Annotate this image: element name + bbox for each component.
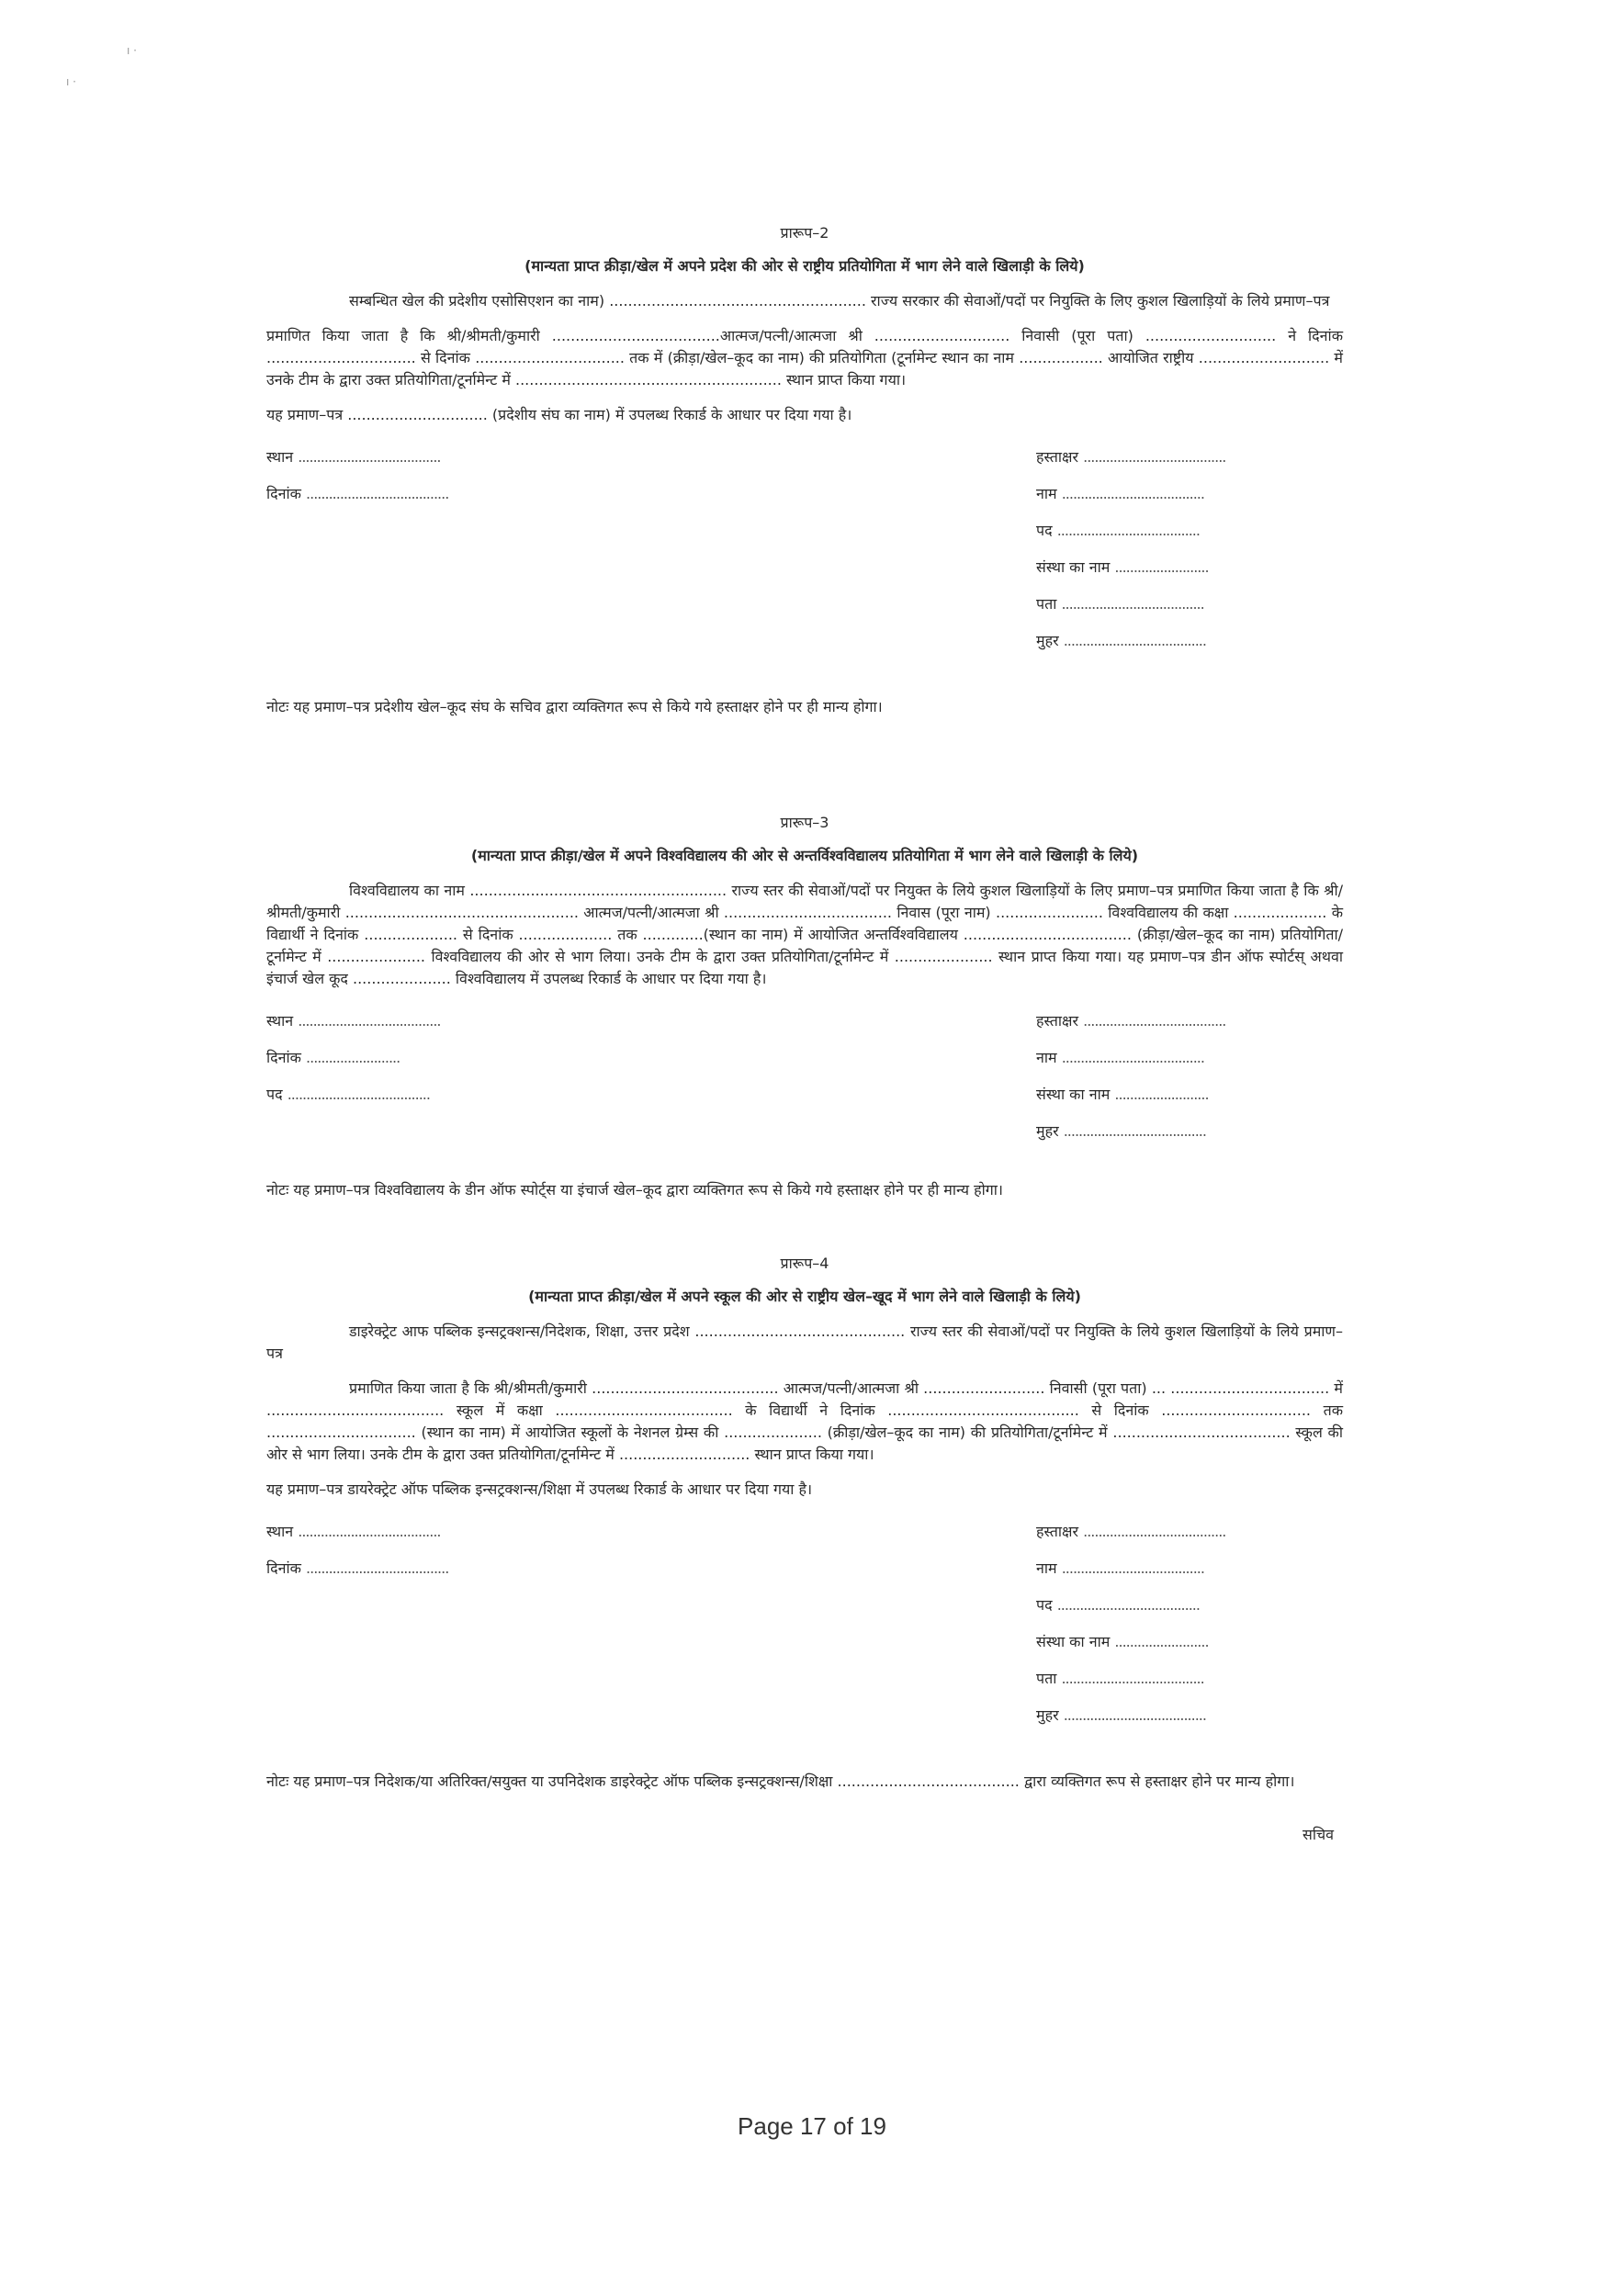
form-intro: डाइरेक्ट्रेट आफ पब्लिक इन्सट्रक्शन्स/निदेशक, शिक्षा, उत्तर प्रदेश ............................................. राज्य स्तर की सेवाओं/पदों पर नियुक्ति के लिये कुशल खिलाड़ियों के लिये प्रमाण–पत्र: [266, 1322, 1343, 1362]
form-number: प्रारूप–3: [780, 814, 829, 831]
form-source-text: यह प्रमाण–पत्र डायरेक्ट्रेट ऑफ पब्लिक इन्सट्रक्शन्स/शिक्षा में उपलब्ध रिकार्ड के आधार पर दिया गया है।: [266, 1480, 813, 1498]
form-subtitle: (मान्यता प्राप्त क्रीड़ा/खेल में अपने स्कूल की ओर से राष्ट्रीय खेल–खूद में भाग लेने वाले खिलाड़ी के लिये): [528, 1288, 1081, 1305]
institution-field: संस्था का नाम .........................: [1036, 1086, 1209, 1103]
form-certification-text: प्रमाणित किया जाता है कि श्री/श्रीमती/कुमारी ........................................ आत्मज/पत्नी/आत्मजा श्री .......................... निवासी (पूरा पता) ... .................................. में ...................................... स्कूल में कक्षा ...................................... के विद्यार्थी ने दिनांक ......................................... से दिनांक ................................ तक ................................ (स्थान का नाम) में आयोजित स्कूलों के नेशनल ग्रेम्स की ..................... (क्रीड़ा/खेल–कूद का नाम) की प्रतियोगिता/टूर्नामेन्ट में ...................................... स्कूल की ओर से भाग लिया। उनके टीम के द्वारा उक्त प्रतियोगिता/टूर्नामेन्ट में ............................ स्थान प्राप्त किया गया।: [266, 1379, 1343, 1463]
address-field: पता ......................................: [1036, 595, 1204, 613]
form-3-note: नोटः यह प्रमाण–पत्र विश्वविद्यालय के डीन ऑफ स्पोर्ट्स या इंचार्ज खेल–कूद द्वारा व्यक्तिगत रूप से किये गये हस्ताक्षर होने पर ही मान्य होगा।: [266, 1181, 1003, 1199]
form-certification-text: प्रमाणित किया जाता है कि श्री/श्रीमती/कुमारी ....................................आत्मज/पत्नी/आत्मजा श्री ............................. निवासी (पूरा पता) ............................ ने दिनांक ................................ से दिनांक ................................ तक में (क्रीड़ा/खेल–कूद का नाम) की प्रतियोगिता (टूर्नामेन्ट स्थान का नाम .................. आयोजित राष्ट्रीय ............................ में उनके टीम के द्वारा उक्त प्रतियोगिता/टूर्नामेन्ट में ......................................................... स्थान प्राप्त किया गया।: [266, 327, 1343, 388]
signature-field: हस्ताक्षर ......................................: [1036, 1523, 1226, 1540]
post-field: पद ......................................: [1036, 522, 1200, 539]
date-field: दिनांक .........................: [266, 1049, 400, 1066]
scan-mark: ı ·: [66, 75, 76, 88]
form-subtitle: (मान्यता प्राप्त क्रीड़ा/खेल में अपने प्रदेश की ओर से राष्ट्रीय प्रतियोगिता में भाग लेने वाले खिलाड़ी के लिये): [524, 257, 1085, 275]
institution-field: संस्था का नाम .........................: [1036, 558, 1209, 576]
name-field: नाम ......................................: [1036, 1559, 1204, 1577]
date-field: दिनांक ......................................: [266, 1559, 449, 1577]
form-intro: सम्बन्धित खेल की प्रदेशीय एसोसिएशन का नाम) ....................................................... राज्य सरकार की सेवाओं/पदों पर नियुक्ति के लिए कुशल खिलाड़ियों के लिये प्रमाण–पत्र: [349, 292, 1330, 310]
form-4-note: नोटः यह प्रमाण–पत्र निदेशक/या अतिरिक्त/सयुक्त या उपनिदेशक डाइरेक्ट्रेट ऑफ पब्लिक इन्सट्रक्शन्स/शिक्षा ....................................... द्वारा व्यक्तिगत रूप से हस्ताक्षर होने पर मान्य होगा।: [266, 1773, 1295, 1790]
place-field: स्थान ......................................: [266, 1012, 441, 1030]
signature-field: हस्ताक्षर ......................................: [1036, 448, 1226, 466]
seal-field: मुहर ......................................: [1036, 1122, 1206, 1140]
post-field: पद ......................................: [1036, 1596, 1200, 1614]
form-number: प्रारूप–4: [780, 1255, 829, 1272]
form-certification-text: विश्वविद्यालय का नाम ....................................................... राज्य स्तर की सेवाओं/पदों पर नियुक्त के लिये कुशल खिलाड़ियों के लिए प्रमाण–पत्र प्रमाणित किया जाता है कि श्री/श्रीमती/कुमारी .................................................. आत्मज/पत्नी/आत्मजा श्री .................................... निवास (पूरा नाम) ....................... विश्वविद्यालय की कक्षा .................... के विद्यार्थी ने दिनांक .................... से दिनांक .................... तक .............(स्थान का नाम) में आयोजित अन्तर्विश्वविद्यालय .................................... (क्रीड़ा/खेल–कूद का नाम) प्रतियोगिता/टूर्नामेन्ट में ..................... विश्वविद्यालय की ओर से भाग लिया। उनके टीम के द्वारा उक्त प्रतियोगिता/टूर्नामेन्ट में ..................... स्थान प्राप्त किया गया। यह प्रमाण–पत्र डीन ऑफ स्पोर्टस् अथवा इंचार्ज खेल कूद ..................... विश्वविद्यालय में उपलब्ध रिकार्ड के आधार पर दिया गया है।: [266, 882, 1343, 987]
date-field: दिनांक ......................................: [266, 485, 449, 502]
address-field: पता ......................................: [1036, 1670, 1204, 1687]
place-field: स्थान ......................................: [266, 448, 441, 466]
form-subtitle: (मान्यता प्राप्त क्रीड़ा/खेल में अपने विश्वविद्यालय की ओर से अन्तर्विश्वविद्यालय प्रतियोगिता में भाग लेने वाले खिलाड़ी के लिये): [470, 847, 1139, 864]
post-field: पद ......................................: [266, 1086, 430, 1103]
form-number: प्रारूप–2: [780, 224, 829, 242]
form-4: [266, 1253, 1343, 1724]
form-2: [266, 222, 1343, 649]
form-source-text: यह प्रमाण–पत्र .............................. (प्रदेशीय संघ का नाम) में उपलब्ध रिकार्ड के आधार पर दिया गया है।: [266, 406, 852, 423]
scan-mark: ı ·: [127, 44, 137, 57]
seal-field: मुहर ......................................: [1036, 1706, 1206, 1724]
institution-field: संस्था का नाम .........................: [1036, 1633, 1209, 1650]
signature-field: हस्ताक्षर ......................................: [1036, 1012, 1226, 1030]
place-field: स्थान ......................................: [266, 1523, 441, 1540]
name-field: नाम ......................................: [1036, 485, 1204, 502]
form-2-note: नोटः यह प्रमाण–पत्र प्रदेशीय खेल–कूद संघ के सचिव द्वारा व्यक्तिगत रूप से किये गये हस्ताक्षर होने पर ही मान्य होगा।: [266, 698, 883, 715]
signoff-secretary: सचिव: [1303, 1826, 1335, 1843]
name-field: नाम ......................................: [1036, 1049, 1204, 1066]
seal-field: मुहर ......................................: [1036, 632, 1206, 649]
form-3: [266, 812, 1343, 1140]
page-number: Page 17 of 19: [738, 2112, 886, 2140]
